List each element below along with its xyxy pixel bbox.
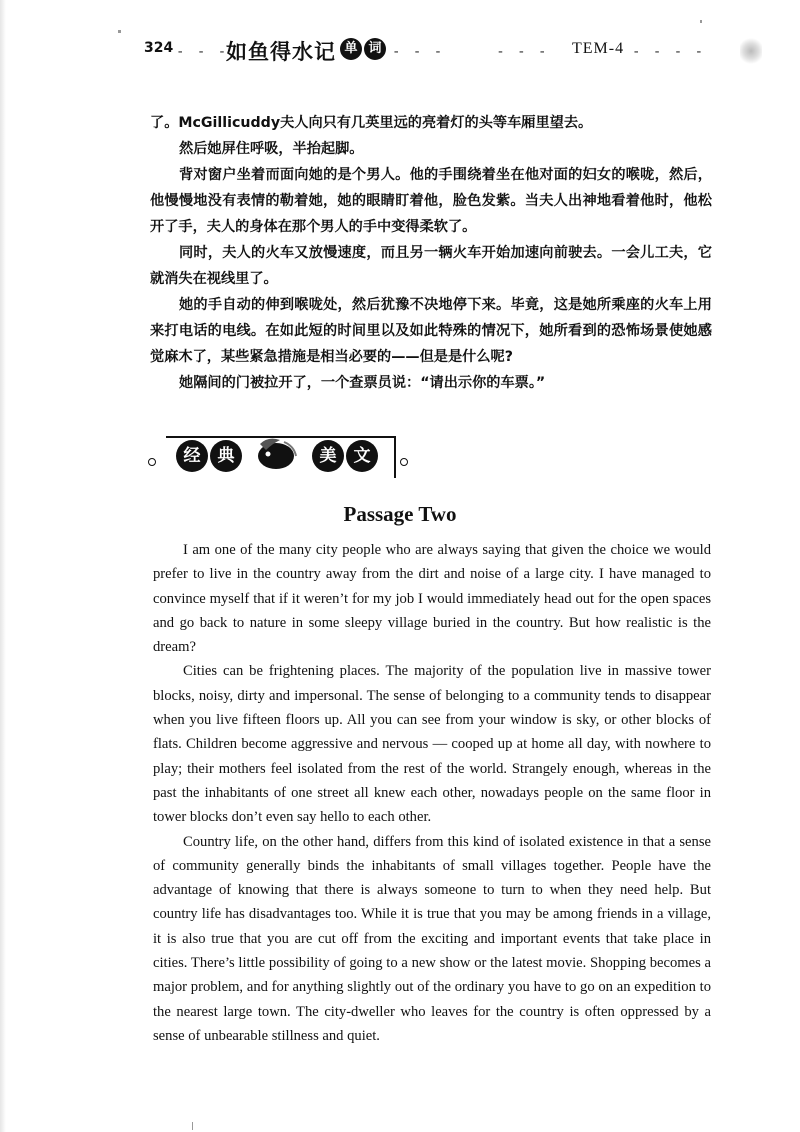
header-badge-2: 词 [364,38,386,60]
section-banner [148,428,418,488]
book-title: 如鱼得水记 [226,40,336,64]
passage-title: Passage Two [343,502,457,526]
cn-paragraph: 同时，夫人的火车又放慢速度，而且另一辆火车开始加速向前驶去。一会儿工夫，它就消失在视线里了。 [150,245,712,287]
cn-paragraph: 背对窗户坐着而面向她的是个男人。他的手围绕着坐在他对面的妇女的喉咙，然后，他慢慢地没有表情的勒着她，她的眼睛盯着他，脸色发紫。当夫人出神地看着他时，他松开了手，夫人的身体在那个男人的手中变得柔软了。 [150,167,712,235]
cn-paragraph: 了。McGillicuddy夫人向只有几英里远的亮着灯的头等车厢里望去。 [150,115,593,131]
scan-speck [118,30,121,33]
banner-badge: 文 [346,440,378,472]
scan-smudge [740,36,762,66]
scan-edge [0,0,6,1132]
page-header [140,34,760,74]
header-dashes: - - - - [632,44,706,60]
header-dashes: - - - [176,44,229,60]
passage-paragraph: I am one of the many city people who are always saying that given the choice we would prefer to live in the country away from the dirt and noise of a large city. I have managed to convince myself that if it weren’t for my job I would immediately head out for the open spaces and go back to nature in some sleepy village buried in the country. But how realistic is the dream? [153,542,711,656]
passage-body [153,538,711,1048]
banner-ring-right [400,458,408,466]
scan-speck [192,1122,193,1130]
chinese-translation [150,110,712,396]
scan-speck [700,20,702,23]
cn-paragraph: 她的手自动的伸到喉咙处，然后犹豫不决地停下来。毕竟，这是她所乘座的火车上用来打电话的电线。在如此短的时间里以及如此特殊的情况下，她所看到的恐怖场景使她感觉麻木了，某些紧急措施是相当必要的——但是是什么呢? [150,297,712,365]
passage-paragraph: Cities can be frightening places. The majority of the population live in massive tower blocks, noisy, dirty and impersonal. The sense of belonging to a community tends to disappear when you live fifteen floors up. All you can see from your window is sky, or other blocks of flats. Children become aggressive and nervous — cooped up at home all day, with nowhere to play; their mothers feel isolated from the rest of the world. Strangely enough, whereas in the past the inhabitants of one street all knew each other, nowadays people on the same floor in tower blocks don’t even say hello to each other. [153,663,711,826]
cn-paragraph: 她隔间的门被拉开了，一个查票员说：“请出示你的车票。” [179,375,546,391]
page-number: 324 [144,40,174,56]
banner-badge: 美 [312,440,344,472]
passage-paragraph: Country life, on the other hand, differs from this kind of isolated existence in that a sense of community generally binds the inhabitants of small villages together. People have the advantage of knowing that there is always someone to turn to when they need help. But country life has disadvantages too. While it is true that you may be among friends in a village, it is also true that you are cut off from the exciting and important events that take place in cities. There’s little possibility of going to a new show or the latest movie. Shopping becomes a major problem, and for anything slightly out of the ordinary you have to go on an expedition to the nearest large town. The city-dweller who leaves for the country is often oppressed by a sense of unbearable stillness and quiet. [153,833,711,1044]
banner-badge: 典 [210,440,242,472]
series-label: TEM-4 [572,40,625,57]
header-badge-1: 单 [340,38,362,60]
header-dashes: - - - - - - [392,44,549,60]
cn-paragraph: 然后她屏住呼吸，半抬起脚。 [179,141,364,157]
banner-ring-left [148,458,156,466]
fish-ornament-icon [254,434,298,474]
banner-badge: 经 [176,440,208,472]
